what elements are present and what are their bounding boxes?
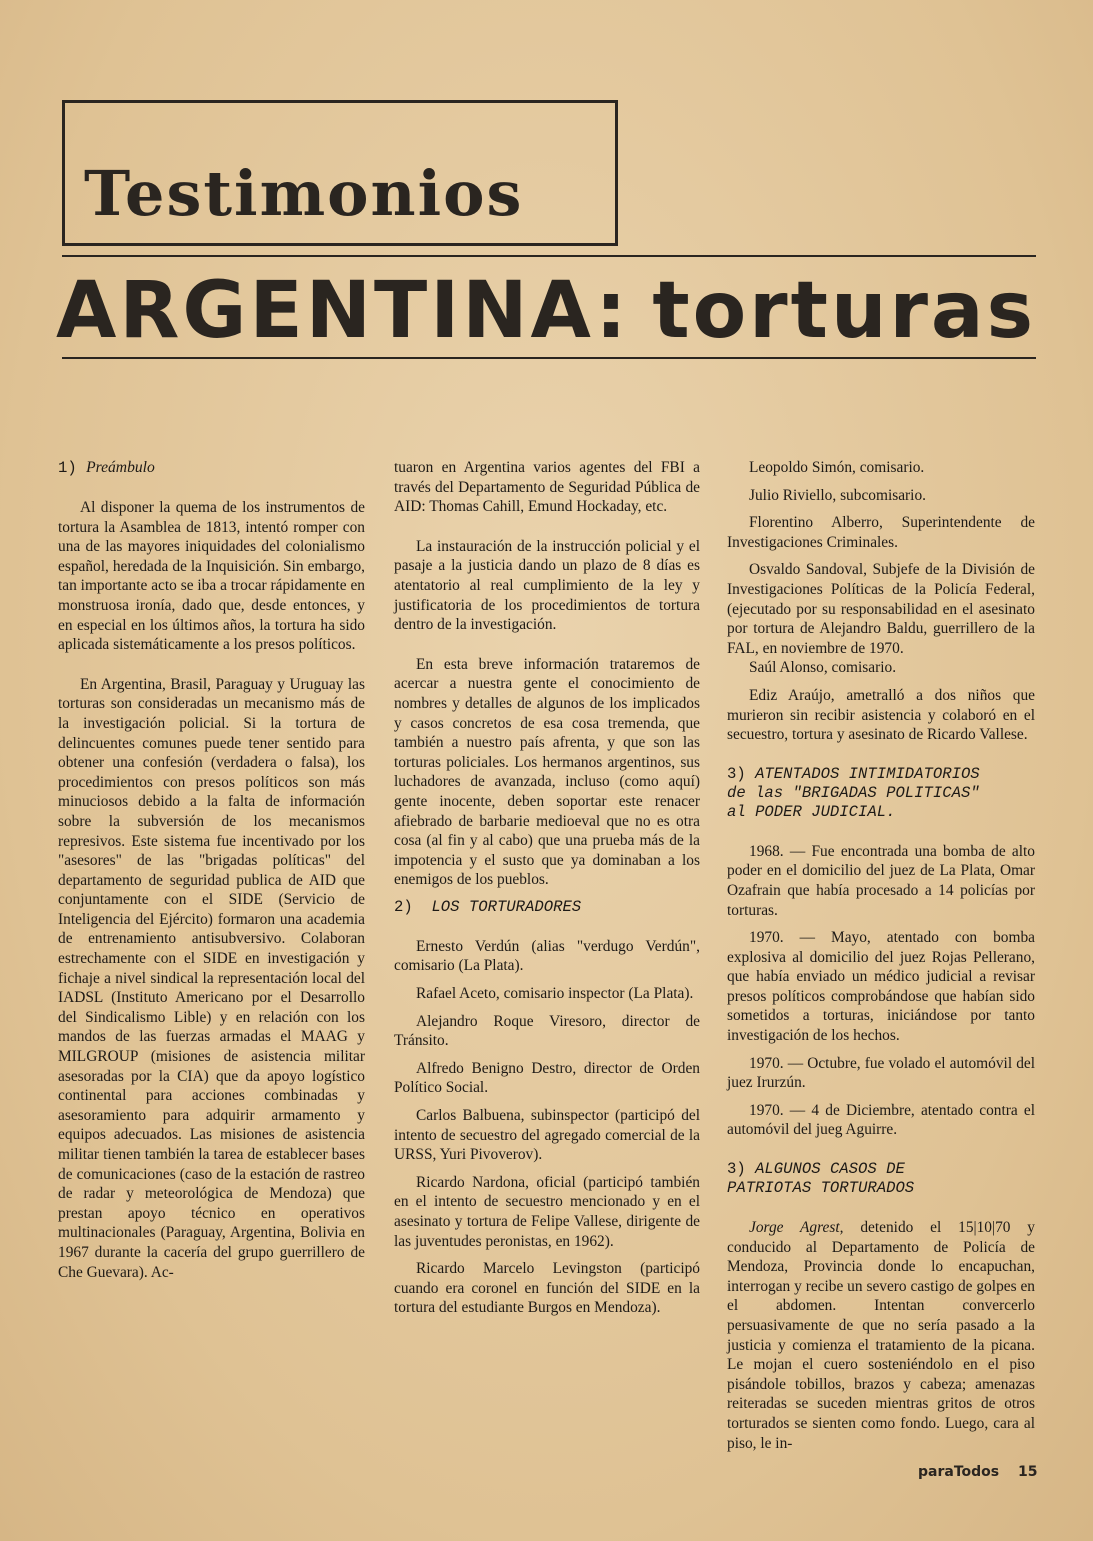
torturer-entry: Julio Riviello, subcomisario. — [749, 486, 926, 504]
kicker-title: Testimonios — [84, 157, 524, 230]
torturer-entry: Leopoldo Simón, comisario. — [749, 459, 925, 476]
headline-part2: torturas — [652, 266, 1036, 356]
page-number: 15 — [1017, 1464, 1038, 1480]
torturer-entry: Rafael Aceto, comisario inspector (La Plata). — [416, 985, 694, 1003]
event-entry: 1970. — Octubre, fue volado el automóvil del juez Irurzún. — [727, 1054, 1035, 1092]
torturer-entry: Alfredo Benigno Destro, director de Orden Político Social. — [394, 1059, 700, 1097]
paragraph: En esta breve información trataremos de acercar a nuestra gente el conocimiento de nombres y detalles de algunos de los implicados y casos concretos de esa cosa tremenda, que también a nuestro país afrenta, y que son las torturas policiales. Los hermanos argentinos, sus luchadores de avanzada, incluso (como aquí) gente inocente, deben soportar este renacer afiebrado de barbarie medioeval que no es otra cosa (al fin y al cabo) que una prueba más de la impotencia y el susto que ya dominaban a los enemigos de los pueblos. — [394, 655, 700, 889]
headline-part1: ARGENTINA: — [56, 266, 630, 356]
paragraph: Al disponer la quema de los instrumentos de tortura la Asamblea de 1813, intentó romper con una de las mayores iniquidades del colonialismo español, heredada de la Inquisición. Sin embargo, tan importante acto se iba a trocar rápidamente en monstruosa ironía, dado que, desde entonces, y en especial en los últimos años, la tortura ha sido aplicada sistemáticamente a los presos políticos. — [58, 499, 365, 654]
torturer-entry: Alejandro Roque Viresoro, director de Tránsito. — [394, 1012, 700, 1050]
case-entry: Jorge Agrest, detenido el 15|10|70 y conducido al Departamento de Policía de Mendoza, Provincia donde lo encapuchan, interrogan y recibe un severo castigo de golpes en el abdomen. Intentan convercerlo persuasivamente de que no sería pasado a la justicia y comienza el tratamiento de la picana. Le mojan el cuero sosteniéndolo en el piso pisándole tobillos, brazos y cabeza; amenazas reiteradas se suceden mientras gritos de otros torturados se sienten como fondo. Luego, cara al piso, le in- — [727, 1219, 1035, 1452]
section-heading-text: Preámbulo — [86, 459, 155, 476]
torturer-entry: Ernesto Verdún (alias "verdugo Verdún", comisario (La Plata). — [394, 937, 700, 975]
column-1 — [58, 458, 365, 1282]
torturer-entry: Ediz Araújo, ametralló a dos niños que murieron sin recibir asistencia y colaboró en el secuestro, tortura y asesinato de Ricardo Vallese. — [727, 686, 1035, 744]
column-2 — [394, 458, 700, 1318]
paragraph: En Argentina, Brasil, Paraguay y Uruguay las torturas son consideradas un mecanismo más de la investigación policial. Si la tortura de delincuentes comunes puede tener sentido para obtener una confesión (verdadera o falsa), los procedimientos con presos políticos son más minuciosos debido a la falta de información sobre la subversión de los mecanismos represivos. Este sistema fue incentivado por los "asesores" de las "brigadas políticas" del departamento de seguridad publica de AID que conjuntamente con el SIDE (Servicio de Inteligencia del Ejército) formaron una academia de entrenamiento antisubversivo. Colaboran estrechamente con el SIDE en investigación y fichaje a nivel sindical la representación local del IADSL (Instituto Americano por el Desarrollo del Sindicalismo Lible) y en relación con los mandos de las fuerzas armadas el MAAG y MILGROUP (misiones de asistencia militar asesoradas por la CIA) que da apoyo logístico continental para acciones combinadas y asesoramiento para adquirir armamento y equipos adecuados. Las misiones de asistencia militar tienen también la tarea de establecer bases de comunicaciones (caso de la estación de rastreo de radar y meteorológica de Mendoza) que prestan apoyo técnico en operativos multinacionales (Paraguay, Argentina, Bolivia en 1967 durante la cacería del grupo guerrillero de Che Guevara). Ac- — [58, 675, 365, 1281]
section-heading-casos: 3) ALGUNOS CASOS DE PATRIOTAS TORTURADOS — [727, 1160, 915, 1198]
page-footer — [918, 1464, 1037, 1480]
headline — [56, 266, 1036, 356]
event-entry: 1968. — Fue encontrada una bomba de alto poder en el domicilio del juez de La Plata, Omar Ozafrain que había procesado a 14 policías por torturas. — [727, 842, 1035, 919]
headline-rule-top — [62, 255, 1036, 257]
section-heading-atentados: 3) ATENTADOS INTIMIDATORIOS de las "BRIGADAS POLITICAS" al PODER JUDICIAL. — [727, 764, 980, 821]
paragraph: tuaron en Argentina varios agentes del FBI a través del Departamento de Seguridad Pública de AID: Thomas Cahill, Emund Hockaday, etc. — [394, 459, 700, 516]
paragraph: La instauración de la instrucción policial y el pasaje a la justicia dando un plazo de 8 días es atentatorio al real cumplimiento de la ley y justificatoria de los procedimientos de tortura dentro de la investigación. — [394, 537, 700, 634]
event-entry: 1970. — Mayo, atentado con bomba explosiva al domicilio del juez Rojas Pellerano, que había enviado un médico judicial a revisar presos políticos comprobándose que habían sido sometidos a torturas, iniciándose por tanto investigación de los hechos. — [727, 929, 1035, 1045]
section-heading-preambulo: 1) Preámbulo — [58, 459, 155, 477]
column-3 — [727, 458, 1035, 1453]
headline-rule-bottom — [62, 357, 1036, 359]
torturer-entry: Carlos Balbuena, subinspector (participó del intento de secuestro del agregado comercial de la URSS, Yuri Pivoverov). — [394, 1107, 700, 1164]
torturer-entry: Florentino Alberro, Superintendente de Investigaciones Criminales. — [727, 514, 1035, 551]
event-entry: 1970. — 4 de Diciembre, atentado contra el automóvil del jueg Aguirre. — [727, 1101, 1035, 1139]
case-person-name: Jorge Agrest, — [749, 1219, 844, 1237]
torturer-entry: Osvaldo Sandoval, Subjefe de la División de Investigaciones Políticas de la Policía Federal, (ejecutado por su responsabilidad en el asesinato por tortura de Alejandro Baldu, guerrillero de la FAL, en noviembre de 1970. — [727, 561, 1035, 657]
torturer-entry: Ricardo Nardona, oficial (participó también en el intento de secuestro mencionado y en el asesinato y tortura de Felipe Vallese, dirigente de las juventudes peronistas, en 1962). — [394, 1173, 700, 1250]
torturer-entry: Ricardo Marcelo Levingston (participó cuando era coronel en función del SIDE en la tortura del estudiante Burgos en Mendoza). — [394, 1260, 700, 1317]
magazine-name: paraTodos — [918, 1464, 1000, 1480]
section-heading-torturadores: 2) LOS TORTURADORES — [394, 897, 582, 916]
torturer-entry: Saúl Alonso, comisario. — [749, 659, 897, 677]
